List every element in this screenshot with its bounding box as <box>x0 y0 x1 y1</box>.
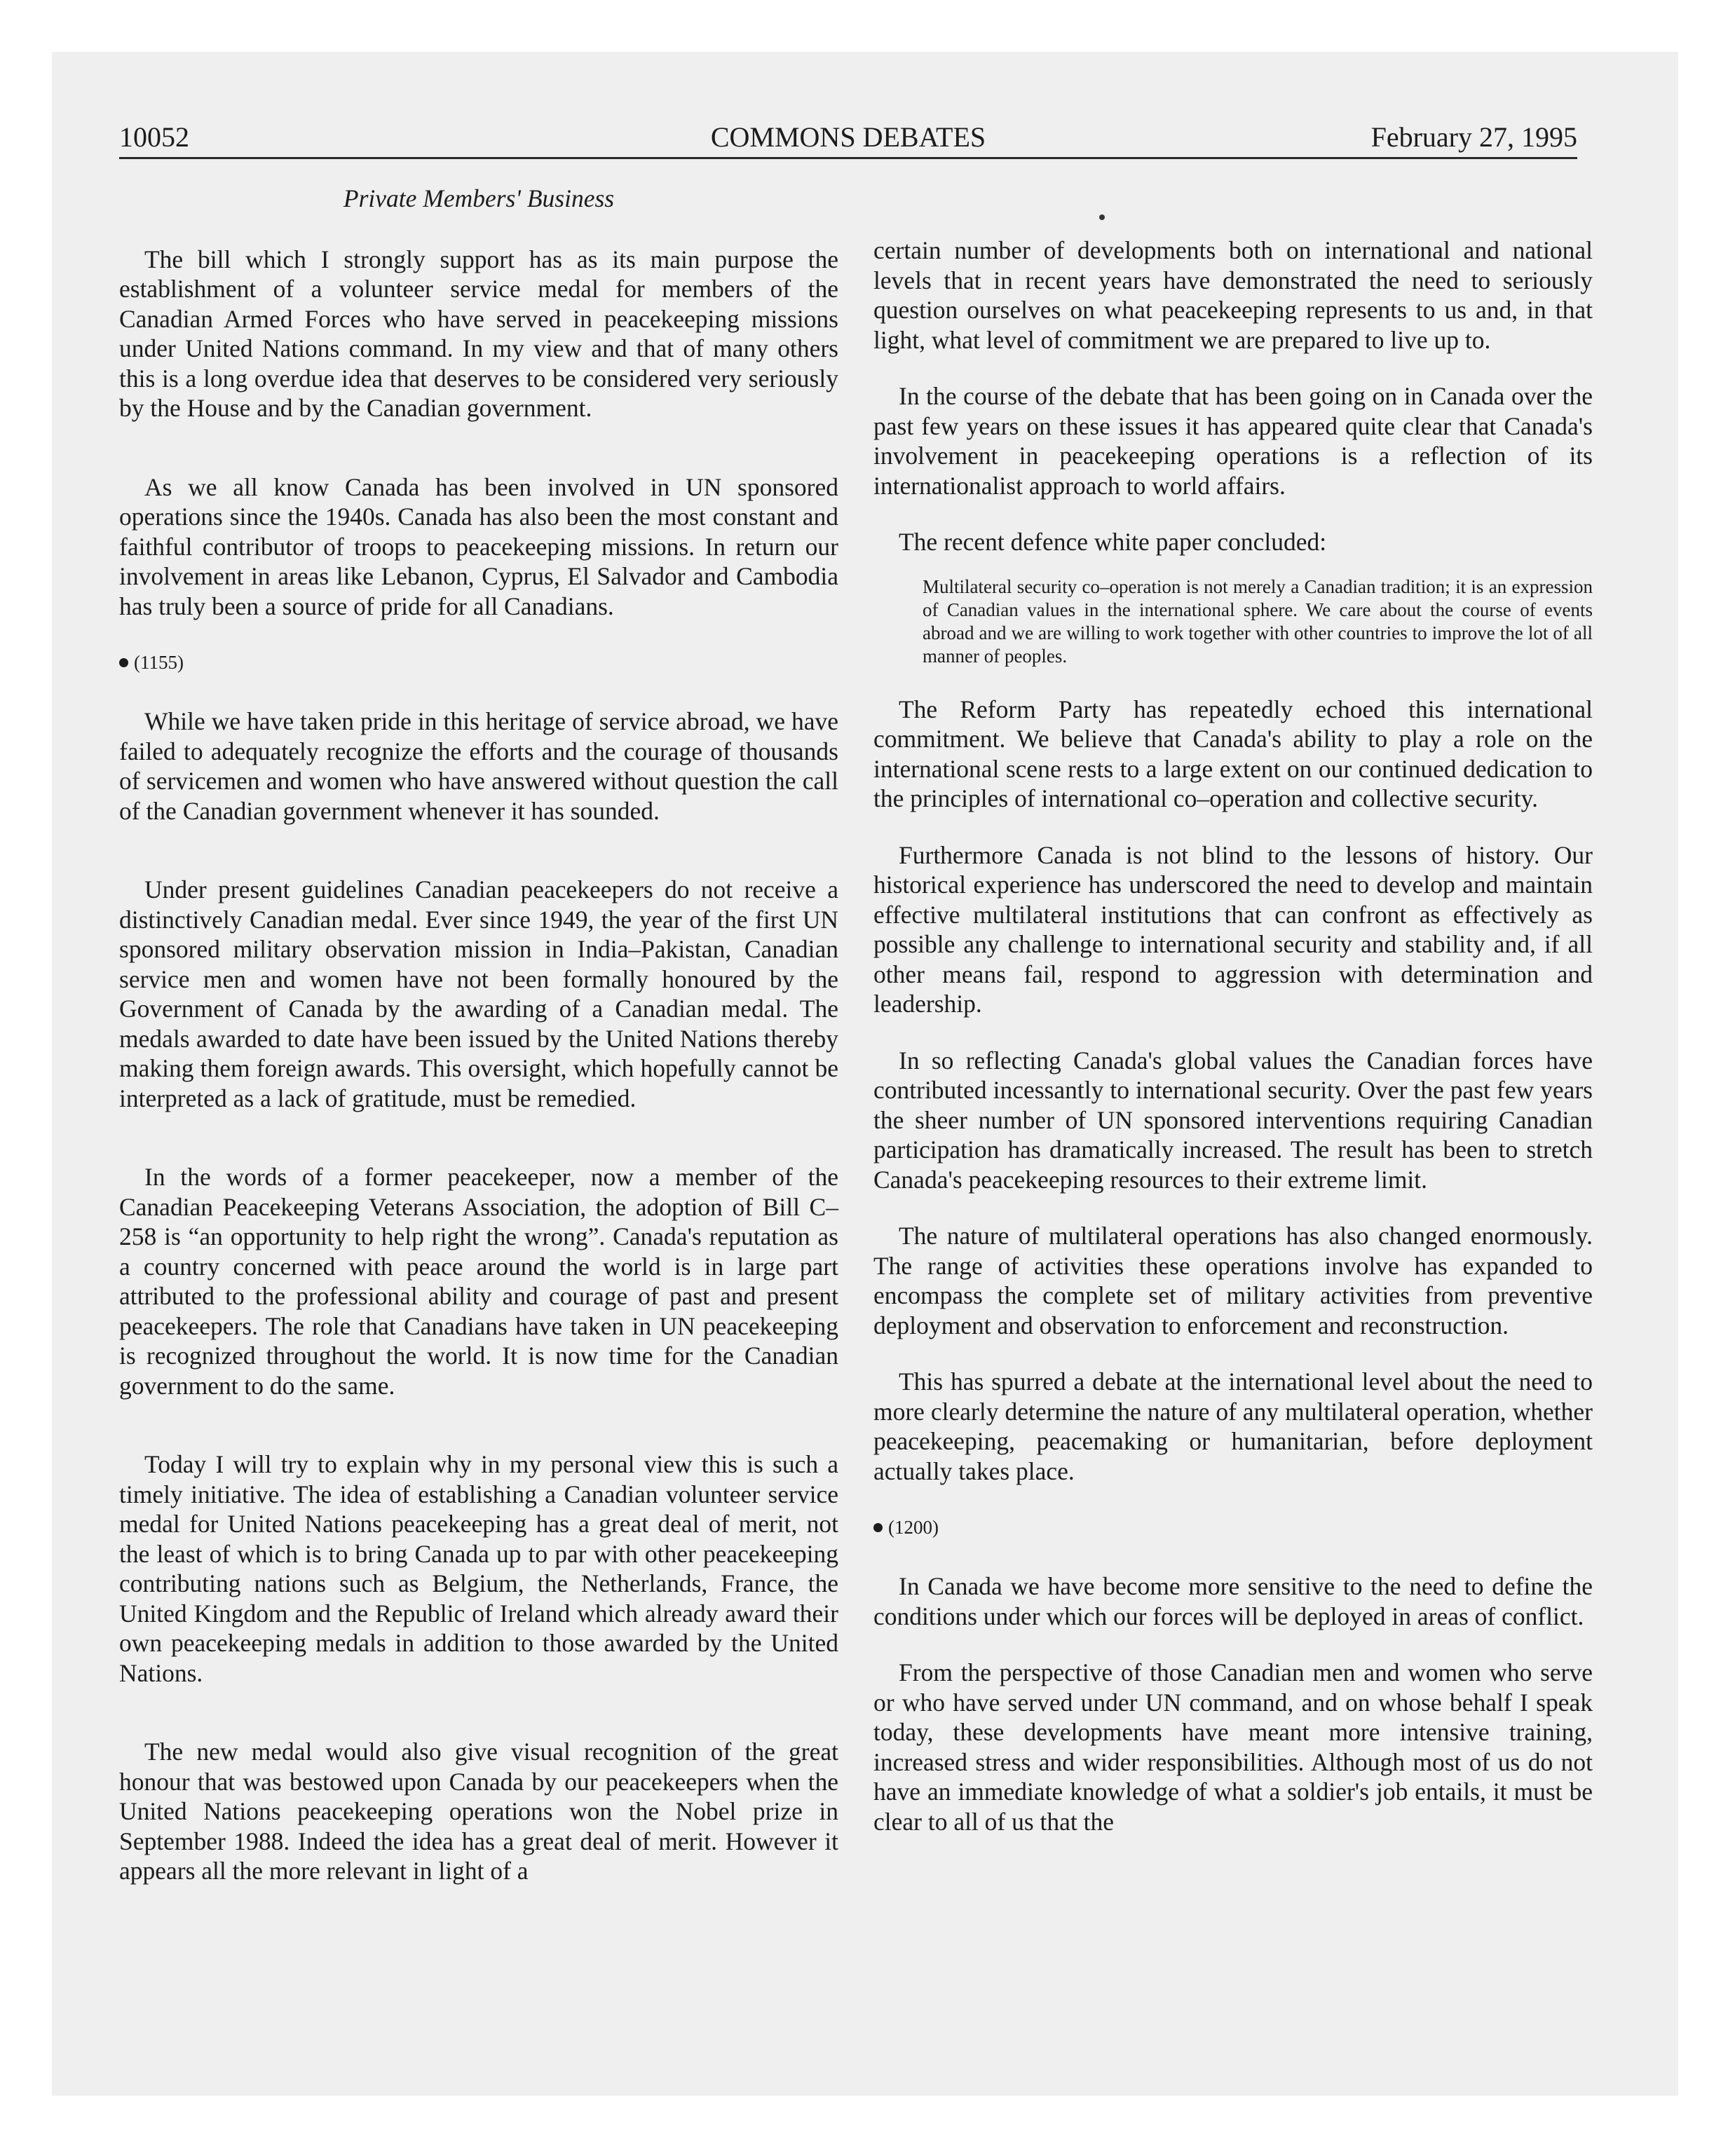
paragraph: This has spurred a debate at the international level about the need to more clearly determine the nature of any multilateral operation, whether peacekeeping, peacemaking or humanitarian, before deployment actually takes place. <box>873 1367 1593 1485</box>
block-quote: Multilateral security co–operation is not merely a Canadian tradition; it is an expression of Canadian values in the international sphere. We care about the course of events abroad and we are willing to work together with other countries to improve the lot of all manner of peoples. <box>923 575 1593 667</box>
paragraph: While we have taken pride in this heritage of service abroad, we have failed to adequately recognize the efforts and the courage of thousands of servicemen and women who have answered without question the call of the Canadian government whenever it has sounded. <box>119 707 838 825</box>
paragraph: The Reform Party has repeatedly echoed this international commitment. We believe that Canada's ability to play a role on the international scene rests to a large extent on our continued dedication to the principles of international co–operation and collective security. <box>873 695 1593 812</box>
paragraph: The bill which I strongly support has as its main purpose the establishment of a volunteer service medal for members of the Canadian Armed Forces who have served in peacekeeping missions under United Nations command. In my view and that of many others this is a long overdue idea that deserves to be considered very seriously by the House and by the Canadian government. <box>119 245 838 422</box>
page-header <box>119 112 1577 159</box>
paragraph: Today I will try to explain why in my personal view this is such a timely initiative. The idea of establishing a Canadian volunteer service medal for United Nations peacekeeping has a great deal of merit, not the least of which is to bring Canada up to par with other peacekeeping contributing nations such as Belgium, the Netherlands, France, the United Kingdom and the Republic of Ireland which already award their own peacekeeping medals in addition to those awarded by the United Nations. <box>119 1450 838 1687</box>
paragraph: The nature of multilateral operations has also changed enormously. The range of activities these operations involve has expanded to encompass the complete set of military activities from preventive deployment and observation to enforcement and reconstruction. <box>873 1222 1593 1339</box>
page-number: 10052 <box>119 121 189 153</box>
publication-date: February 27, 1995 <box>1370 121 1577 153</box>
time-marker-label: (1155) <box>134 652 184 673</box>
left-column <box>119 184 838 1913</box>
time-marker-label: (1200) <box>888 1517 939 1538</box>
paragraph: In the words of a former peacekeeper, now a member of the Canadian Peacekeeping Veterans Association, the adoption of Bill C–258 is “an opportunity to help right the wrong”. Canada's reputation as a country concerned with peace around the world is in large part attributed to the professional ability and courage of past and present peacekeepers. The role that Canadians have taken in UN peacekeeping is recognized throughout the world. It is now time for the Canadian government to do the same. <box>119 1163 838 1400</box>
paragraph: certain number of developments both on international and national levels that in recent years have demonstrated the need to seriously question ourselves on what peacekeeping represents to us and, in that light, what level of commitment we are prepared to live up to. <box>873 236 1593 354</box>
time-marker <box>873 1513 1593 1542</box>
time-marker <box>119 648 838 677</box>
bullet-icon <box>119 658 128 667</box>
paragraph: From the perspective of those Canadian men and women who serve or who have served under UN command, and on whose behalf I speak today, these developments have meant more intensive training, increased stress and wider responsibilities. Although most of us do not have an immediate knowledge of what a soldier's job entails, it must be clear to all of us that the <box>873 1658 1593 1836</box>
paragraph: Under present guidelines Canadian peacekeepers do not receive a distinctively Canadian medal. Ever since 1949, the year of the first UN sponsored military observation mission in India–Pakistan, Canadian service men and women have not been formally honoured by the Government of Canada by the awarding of a Canadian medal. The medals awarded to date have been issued by the United Nations thereby making them foreign awards. This oversight, which hopefully cannot be interpreted as a lack of gratitude, must be remedied. <box>119 875 838 1112</box>
paragraph: In Canada we have become more sensitive to the need to define the conditions under which our forces will be deployed in areas of conflict. <box>873 1572 1593 1630</box>
running-head: Private Members' Business <box>343 184 615 212</box>
paragraph: In so reflecting Canada's global values the Canadian forces have contributed incessantly to international security. Over the past few years the sheer number of UN sponsored interventions requiring Canadian participation has dramatically increased. The result has been to stretch Canada's peacekeeping resources to their extreme limit. <box>873 1046 1593 1194</box>
paragraph: The recent defence white paper concluded: <box>899 528 1327 556</box>
paragraph: As we all know Canada has been involved in UN sponsored operations since the 1940s. Canada has also been the most constant and faithful contributor of troops to peacekeeping missions. In return our involvement in areas like Lebanon, Cyprus, El Salvador and Cambodia has truly been a source of pride for all Canadians. <box>119 472 838 620</box>
bullet-icon <box>873 1523 883 1532</box>
paragraph: The new medal would also give visual recognition of the great honour that was bestowed upon Canada by our peacekeepers when the United Nations peacekeeping operations won the Nobel prize in September 1988. Indeed the idea has a great deal of merit. However it appears all the more relevant in light of a <box>119 1738 838 1885</box>
paragraph: In the course of the debate that has been going on in Canada over the past few years on these issues it has appeared quite clear that Canada's involvement in peacekeeping operations is a reflection of its internationalist approach to world affairs. <box>873 382 1593 500</box>
paragraph: Furthermore Canada is not blind to the lessons of history. Our historical experience has underscored the need to develop and maintain effective multilateral institutions that can confront as effectively as possible any challenge to international security and stability and, if all other means fail, respond to aggression with determination and leadership. <box>873 840 1593 1018</box>
right-column <box>873 184 1593 1863</box>
publication-title: COMMONS DEBATES <box>710 121 986 153</box>
